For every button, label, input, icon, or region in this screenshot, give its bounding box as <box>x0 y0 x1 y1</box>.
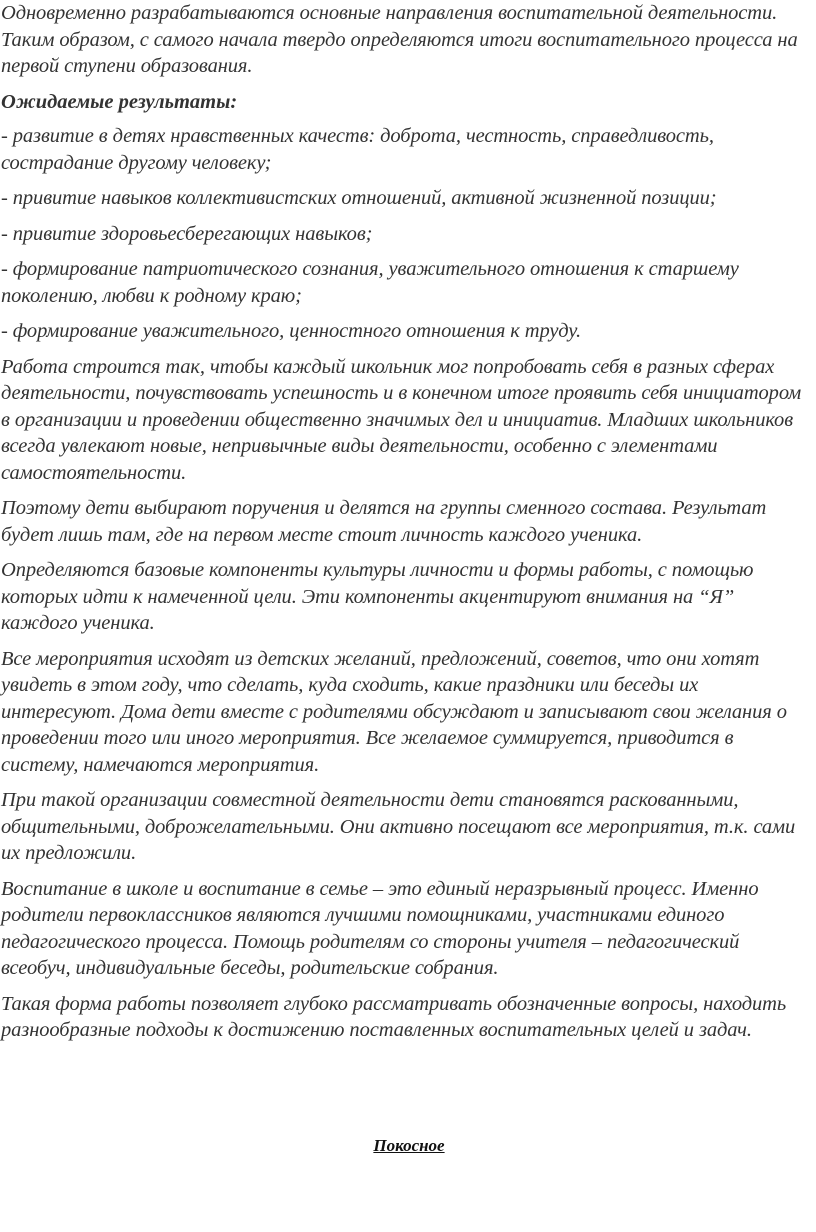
results-heading: Ожидаемые результаты: <box>1 90 238 113</box>
body-paragraph: Работа строится так, чтобы каждый школьник мог попробовать себя в разных сферах деятельности, почувствовать успешность и в конечном итоге проявить себя инициатором в организации и проведении общественно значимых дел и инициатив. Младших школьников всегда увлекают новые, непривычные виды деятельности, особенно с элементами самостоятельности. <box>1 355 802 484</box>
result-item: - развитие в детях нравственных качеств: доброта, честность, справедливость, сострадание другому человеку; <box>1 125 714 174</box>
footer-text: Покосное <box>373 1136 445 1155</box>
intro-paragraph: Одновременно разрабатываются основные направления воспитательной деятельности. Таким образом, с самого начала твердо определяются итоги воспитательного процесса на первой ступени образования. <box>1 2 798 77</box>
result-item: - формирование уважительного, ценностного отношения к труду. <box>1 320 582 342</box>
body-paragraph: Воспитание в школе и воспитание в семье – это единый неразрывный процесс. Именно родители первоклассников являются лучшими помощниками, участниками единого педагогического процесса. Помощь родителям со стороны учителя – педагогический всеобуч, индивидуальные беседы, родительские собрания. <box>1 877 759 979</box>
body-paragraph: При такой организации совместной деятельности дети становятся раскованными, общительными, доброжелательными. Они активно посещают все мероприятия, т.к. сами их предложили. <box>1 789 796 864</box>
footer-place-name <box>0 1136 816 1156</box>
result-item: - формирование патриотического сознания, уважительного отношения к старшему поколению, любви к родному краю; <box>1 258 739 307</box>
result-item: - привитие здоровьесберегающих навыков; <box>1 222 373 245</box>
document-body <box>1 0 813 1053</box>
result-item: - привитие навыков коллективистских отношений, активной жизненной позиции; <box>1 187 717 209</box>
body-paragraph: Такая форма работы позволяет глубоко рассматривать обозначенные вопросы, находить разнообразные подходы к достижению поставленных воспитательных целей и задач. <box>1 992 787 1041</box>
body-paragraph: Определяются базовые компоненты культуры личности и формы работы, с помощью которых идти к намеченной цели. Эти компоненты акцентируют внимания на “Я” каждого ученика. <box>1 559 754 634</box>
body-paragraph: Все мероприятия исходят из детских желаний, предложений, советов, что они хотят увидеть в этом году, что сделать, куда сходить, какие праздники или беседы их интересуют. Дома дети вместе с родителями обсуждают и записывают свои желания о проведении того или иного мероприятия. Все желаемое суммируется, приводится в систему, намечаются мероприятия. <box>1 647 787 776</box>
body-paragraph: Поэтому дети выбирают поручения и делятся на группы сменного состава. Результат будет лишь там, где на первом месте стоит личность каждого ученика. <box>1 497 767 546</box>
